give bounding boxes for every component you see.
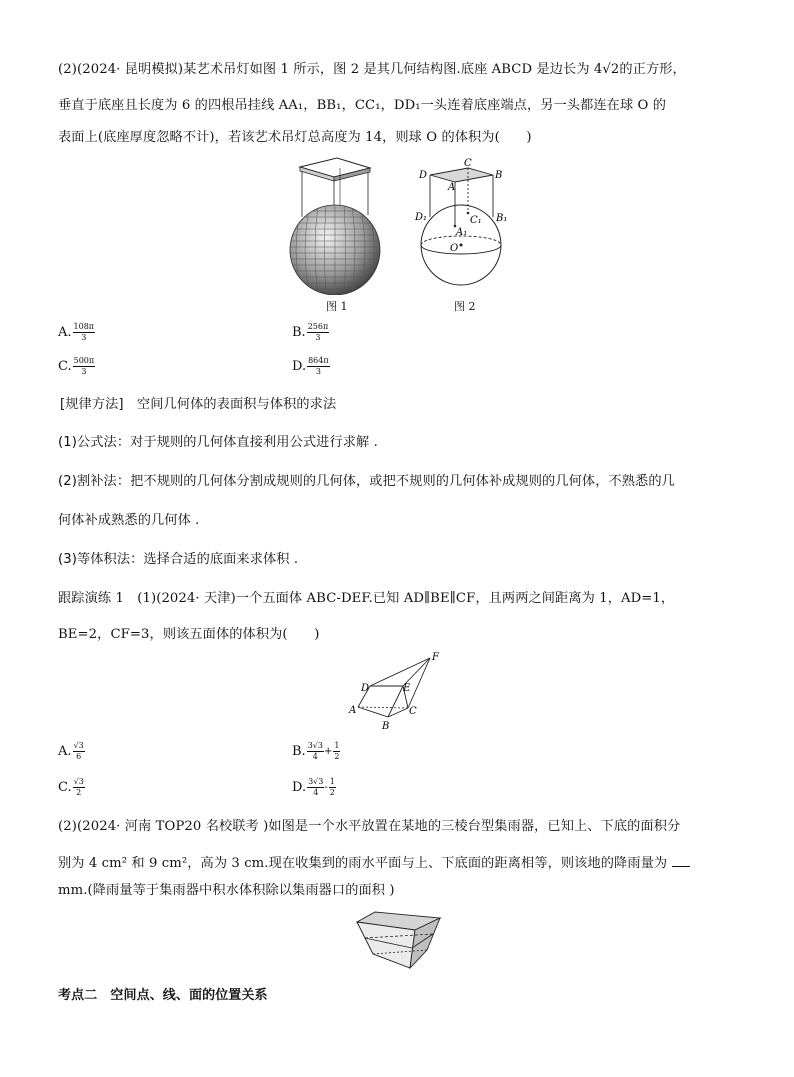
option-letter: A. — [58, 325, 72, 340]
method-p3: (3)等体积法：选择合适的底面来求体积 . — [58, 552, 299, 567]
option-letter: D. — [292, 359, 307, 374]
option-fraction: $\frac{√3}{6}$ — [73, 741, 84, 761]
q2-option-b[interactable] — [292, 322, 329, 343]
practice-line-1: 跟踪演练 1 (1)(2024· 天津)一个五面体 ABC-DEF.已知 AD∥BE∥CF，且两两之间距离为 1，AD=1， — [58, 591, 675, 606]
q2-option-a[interactable] — [58, 322, 95, 343]
option-fraction: $\frac{3√3}{4}$ — [307, 741, 323, 761]
option-letter: B. — [292, 744, 306, 759]
label-D: D — [361, 683, 370, 694]
option-letter: B. — [292, 325, 306, 340]
q2-line-1: (2)(2024· 昆明模拟)某艺术吊灯如图 1 所示，图 2 是其几何结构图.底座 ABCD 是边长为 4√2的正方形， — [58, 62, 686, 77]
method-p2a: (2)割补法：把不规则的几何体分割成规则的几何体，或把不规则的几何体补成规则的几何体，不熟悉的几 — [58, 474, 675, 489]
label-C: C — [409, 706, 417, 717]
option-fraction: $\frac{500\pi}{3}$ — [73, 356, 95, 376]
option-letter: D. — [292, 780, 307, 795]
q2-option-c[interactable] — [58, 356, 95, 377]
method-p2b: 何体补成熟悉的几何体 . — [58, 513, 200, 528]
practice-line-2: BE=2，CF=3，则该五面体的体积为( ) — [58, 627, 320, 642]
figure-2-structure — [410, 158, 520, 293]
q2-line-3: 表面上(底座厚度忽略不计)，若该艺术吊灯总高度为 14，则球 O 的体积为( ) — [58, 130, 532, 145]
figure-1-lamp — [282, 155, 397, 295]
practice-option-c[interactable] — [58, 777, 85, 798]
option-letter: C. — [58, 780, 72, 795]
figure-2-caption: 图 2 — [454, 300, 476, 313]
label-D: D — [419, 170, 428, 181]
answer-blank[interactable] — [672, 854, 690, 867]
practice-option-a[interactable] — [58, 741, 85, 762]
label-D1: D₁ — [415, 212, 428, 223]
q2b-line-3: mm.(降雨量等于集雨器中积水体积除以集雨器口的面积 ) — [58, 883, 395, 898]
rain-collector-figure — [355, 910, 445, 970]
option-fraction-2: $\frac{1}{2}$ — [329, 777, 335, 797]
option-fraction: $\frac{108\pi}{3}$ — [73, 322, 95, 342]
label-B: B — [382, 721, 390, 732]
option-fraction: $\frac{3√3}{4}$ — [308, 777, 324, 797]
option-fraction-2: $\frac{1}{2}$ — [334, 741, 340, 761]
q2b-line-2-text: 别为 4 cm² 和 9 cm²，高为 3 cm.现在收集到的雨水平面与上、下底面的距离相等，则该地的降雨量为 — [58, 856, 668, 871]
method-p1: (1)公式法：对于规则的几何体直接利用公式进行求解 . — [58, 435, 378, 450]
label-F: F — [432, 652, 439, 663]
pentahedron-figure — [348, 650, 448, 732]
q2-line-2: 垂直于底座且长度为 6 的四根吊挂线 AA₁，BB₁，CC₁，DD₁一头连着底座端点，另一头都连在球 O 的 — [58, 98, 667, 113]
option-fraction: $\frac{864\pi}{3}$ — [308, 356, 329, 376]
practice-option-d[interactable] — [292, 777, 336, 798]
label-A: A — [349, 705, 357, 716]
label-O: O — [450, 243, 459, 254]
label-A: A — [448, 182, 456, 193]
option-operator: + — [323, 746, 333, 757]
q2b-line-2 — [58, 854, 690, 873]
label-C1: C₁ — [470, 215, 482, 226]
option-operator: - — [324, 782, 328, 793]
label-B: B — [495, 170, 503, 181]
label-A1: A₁ — [456, 227, 468, 238]
q2b-line-1: (2)(2024· 河南 TOP20 名校联考 )如图是一个水平放置在某地的三棱台型集雨器，已知上、下底的面积分 — [58, 819, 681, 834]
option-letter: C. — [58, 359, 72, 374]
option-fraction: $\frac{256\pi}{3}$ — [307, 322, 329, 342]
method-title: [规律方法] 空间几何体的表面积与体积的求法 — [60, 397, 337, 412]
practice-option-b[interactable] — [292, 741, 340, 762]
label-B1: B₁ — [496, 213, 508, 224]
option-letter: A. — [58, 744, 72, 759]
section-title: 考点二 空间点、线、面的位置关系 — [58, 988, 268, 1003]
label-E: E — [403, 683, 411, 694]
label-C: C — [464, 158, 472, 169]
option-fraction: $\frac{√3}{2}$ — [73, 777, 84, 797]
q2-option-d[interactable] — [292, 356, 330, 377]
figure-1-caption: 图 1 — [326, 300, 348, 313]
